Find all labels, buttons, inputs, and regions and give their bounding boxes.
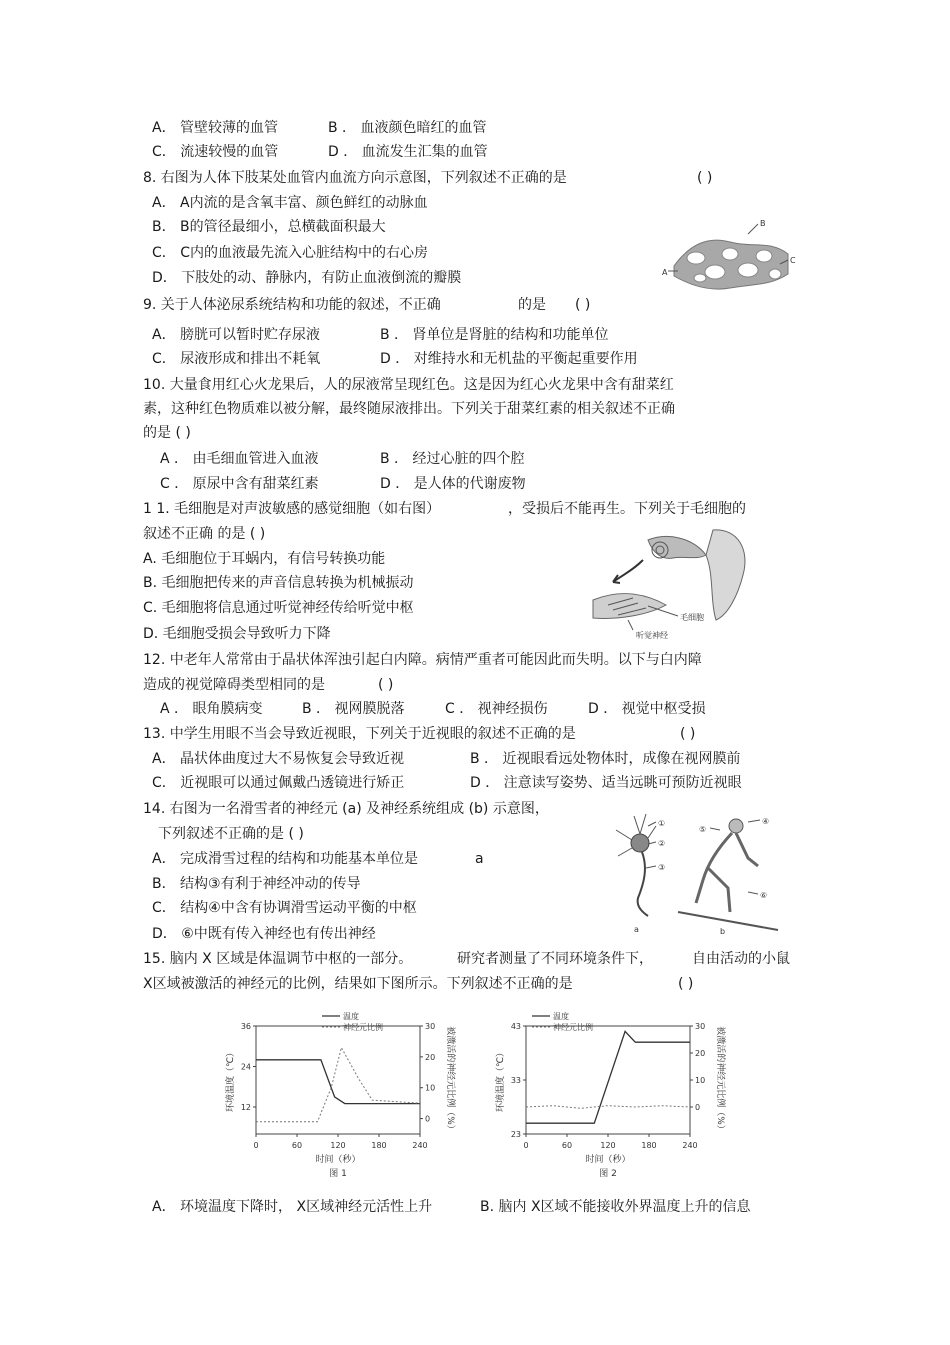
q15-line1a: 15. 脑内 X 区域是体温调节中枢的一部分。 (143, 951, 413, 967)
q10-option-c: C ． 原尿中含有甜菜红素 (160, 476, 319, 492)
fig-label-b: B (760, 219, 766, 228)
chart1-x-tick-label: 240 (412, 1141, 428, 1150)
chart1-title: 图 1 (329, 1169, 347, 1179)
chart1-ylabel-left: 环境温度（℃） (226, 1047, 236, 1113)
capillary-network-figure (660, 214, 800, 304)
chart2-y-tick-label-right: 30 (695, 1022, 706, 1031)
q9-option-a: A． 膀胱可以暂时贮存尿液 (152, 327, 321, 343)
chart1-series-neuron-ratio (256, 1048, 420, 1122)
q11-option-a: A. 毛细胞位于耳蜗内，有信号转换功能 (143, 551, 386, 567)
q14-option-a: A． 完成滑雪过程的结构和功能基本单位是 (152, 851, 419, 867)
q7-option-a: A． 管壁较薄的血管 (152, 120, 279, 136)
q10-option-b: B ． 经过心脏的四个腔 (380, 451, 525, 467)
hair-cell-label: 毛细胞 (680, 613, 704, 622)
q10-option-d: D ． 是人体的代谢废物 (380, 476, 526, 492)
q12-option-a: A ． 眼角膜病变 (160, 701, 263, 717)
chart1-y-tick-label-right: 20 (425, 1052, 436, 1062)
q8-option-b: B． B的管径最细小，总横截面积最大 (152, 219, 386, 235)
chart1-ylabel-right: 被激活的神经元比例（%） (445, 1026, 455, 1134)
q13-option-b: B ． 近视眼看远处物体时，成像在视网膜前 (470, 751, 741, 767)
q7-option-d: D ． 血流发生汇集的血管 (328, 144, 488, 160)
chart1-xlabel: 时间（秒） (315, 1155, 361, 1165)
skier-neuron-figure (608, 808, 786, 938)
q9-option-c: C． 尿液形成和排出不耗氧 (152, 351, 321, 367)
q11-line2: 叙述不正确 的是 ( ) (143, 526, 266, 542)
chart-figure-2 (490, 1008, 730, 1180)
chart2-legend-ratio: 神经元比例 (553, 1023, 593, 1032)
q10-option-a: A ． 由毛细血管进入血液 (160, 451, 319, 467)
chart2-x-tick-label: 120 (600, 1141, 616, 1150)
q13-stem: 13. 中学生用眼不当会导致近视眼，下列关于近视眼的叙述不正确的是 (143, 726, 576, 742)
q13-option-c: C． 近视眼可以通过佩戴凸透镜进行矫正 (152, 775, 405, 791)
chart2-series-neuron-ratio (526, 1106, 690, 1109)
chart2-y-tick-label-right: 20 (695, 1049, 706, 1058)
q8-stem: 8. 右图为人体下肢某处血管内血流方向示意图，下列叙述不正确的是 (143, 170, 567, 186)
q10-line2: 素，这种红色物质难以被分解，最终随尿液排出。下列关于甜菜红素的相关叙述不正确 (143, 401, 675, 417)
q9-stem: 9. 关于人体泌尿系统结构和功能的叙述，不正确 (143, 297, 441, 313)
chart2-y-tick-label-left: 33 (510, 1076, 521, 1085)
q9-stem-end: 的是 (518, 297, 546, 313)
q15-line2: X区域被激活的神经元的比例，结果如下图所示。下列叙述不正确的是 (143, 976, 573, 992)
fig-a-label: a (634, 925, 639, 934)
q12-option-c: C ． 视神经损伤 (445, 701, 548, 717)
chart2-title: 图 2 (599, 1169, 617, 1179)
q11-line1a: 1 1. 毛细胞是对声波敏感的感觉细胞（如右图） (143, 501, 441, 517)
chart1-y-tick-label-right: 0 (425, 1114, 431, 1124)
chart2-series-temperature (526, 1031, 690, 1123)
chart1-y-tick-label-right: 30 (425, 1022, 436, 1031)
fig-label-c: C (790, 256, 796, 265)
chart1-legend (322, 1011, 383, 1032)
auditory-nerve-label: 听觉神经 (636, 631, 668, 640)
fig-b-label: b (720, 927, 726, 936)
q12-option-b: B ． 视网膜脱落 (302, 701, 405, 717)
chart1-y-tick-label-left: 24 (240, 1062, 251, 1072)
q7-option-c: C． 流速较慢的血管 (152, 144, 279, 160)
chart1-x-tick-label: 0 (253, 1141, 259, 1150)
q14-option-b: B． 结构③有利于神经冲动的传导 (152, 876, 361, 892)
chart2-x-tick-label: 180 (641, 1141, 657, 1150)
q9-option-d: D ． 对维持水和无机盐的平衡起重要作用 (380, 351, 638, 367)
q14-option-a-end: a (475, 851, 484, 867)
q15-line1b: 研究者测量了不同环境条件下， (457, 951, 653, 967)
q13-answer-paren: ( ) (680, 726, 696, 742)
q15-option-b: B. 脑内 X区域不能接收外界温度上升的信息 (480, 1199, 751, 1215)
q14-line1: 14. 右图为一名滑雪者的神经元 (a) 及神经系统组成 (b) 示意图， (143, 801, 549, 817)
fig-num-2: ② (658, 839, 666, 848)
chart1-y-tick-label-left: 36 (240, 1022, 251, 1031)
q12-answer-paren: ( ) (378, 677, 394, 693)
q7-option-b: B ． 血液颜色暗红的血管 (328, 120, 487, 136)
ear-hair-cell-figure (588, 520, 763, 645)
q15-line1c: 自由活动的小鼠 (692, 951, 790, 967)
q8-answer-paren: ( ) (697, 170, 713, 186)
q13-option-a: A． 晶状体曲度过大不易恢复会导致近视 (152, 751, 405, 767)
q11-option-d: D. 毛细胞受损会导致听力下降 (143, 626, 331, 642)
q14-option-d: D． ⑥中既有传入神经也有传出神经 (152, 926, 376, 942)
q13-option-d: D ． 注意读写姿势、适当远眺可预防近视眼 (470, 775, 742, 791)
q10-line3: 的是 ( ) (143, 425, 191, 441)
chart2-y-tick-label-left: 43 (510, 1022, 521, 1031)
q9-answer-paren: ( ) (575, 297, 591, 313)
chart2-x-tick-label: 0 (523, 1141, 529, 1150)
q15-answer-paren: ( ) (678, 976, 694, 992)
chart1-plot-frame (256, 1026, 420, 1134)
chart1-y-tick-label-right: 10 (425, 1083, 436, 1093)
chart1-series-temperature (256, 1060, 420, 1104)
q14-option-c: C． 结构④中含有协调滑雪运动平衡的中枢 (152, 900, 417, 916)
fig-num-5: ⑤ (699, 825, 707, 834)
chart2-y-tick-label-left: 23 (510, 1130, 521, 1139)
fig-label-a: A (662, 268, 668, 277)
chart2-x-tick-label: 60 (561, 1141, 573, 1150)
chart1-y-tick-label-left: 12 (240, 1103, 251, 1112)
chart2-legend (532, 1011, 593, 1032)
chart1-x-tick-label: 120 (330, 1141, 346, 1150)
q12-line2: 造成的视觉障碍类型相同的是 (143, 677, 325, 693)
q9-option-b: B ． 肾单位是肾脏的结构和功能单位 (380, 327, 609, 343)
chart1-legend-temp: 温度 (343, 1012, 359, 1021)
chart2-ylabel-right: 被激活的神经元比例（%） (715, 1026, 725, 1134)
chart1-x-tick-label: 180 (371, 1141, 387, 1150)
q14-line2: 下列叙述不正确的是 ( ) (158, 826, 304, 842)
q10-line1: 10. 大量食用红心火龙果后，人的尿液常呈现红色。这是因为红心火龙果中含有甜菜红 (143, 377, 674, 393)
q8-option-a: A． A内流的是含氧丰富、颜色鲜红的动脉血 (152, 195, 428, 211)
q11-option-c: C. 毛细胞将信息通过听觉神经传给听觉中枢 (143, 600, 414, 616)
chart2-legend-temp: 温度 (553, 1012, 569, 1021)
q8-option-d: D． 下肢处的动、静脉内，有防止血液倒流的瓣膜 (152, 270, 462, 286)
q12-option-d: D ． 视觉中枢受损 (588, 701, 706, 717)
chart2-xlabel: 时间（秒） (585, 1155, 631, 1165)
chart2-ylabel-left: 环境温度（℃） (496, 1047, 506, 1113)
q15-option-a: A． 环境温度下降时， X区域神经元活性上升 (152, 1199, 433, 1215)
chart2-x-tick-label: 240 (682, 1141, 698, 1150)
q12-line1: 12. 中老年人常常由于晶状体浑浊引起白内障。病情严重者可能因此而失明。以下与白内障 (143, 652, 702, 668)
fig-num-6: ⑥ (760, 891, 768, 900)
chart1-x-tick-label: 60 (291, 1141, 303, 1150)
fig-num-1: ① (658, 819, 666, 828)
q8-option-c: C． C内的血液最先流入心脏结构中的右心房 (152, 245, 428, 261)
chart2-y-tick-label-right: 10 (695, 1076, 706, 1085)
fig-num-4: ④ (762, 817, 770, 826)
chart2-y-tick-label-right: 0 (695, 1103, 701, 1112)
chart1-legend-ratio: 神经元比例 (343, 1023, 383, 1032)
q11-option-b: B. 毛细胞把传来的声音信息转换为机械振动 (143, 575, 414, 591)
fig-num-3: ③ (658, 863, 666, 872)
q11-line1b: ，受损后不能再生。下列关于毛细胞的 (508, 501, 746, 517)
chart-figure-1 (220, 1008, 460, 1180)
